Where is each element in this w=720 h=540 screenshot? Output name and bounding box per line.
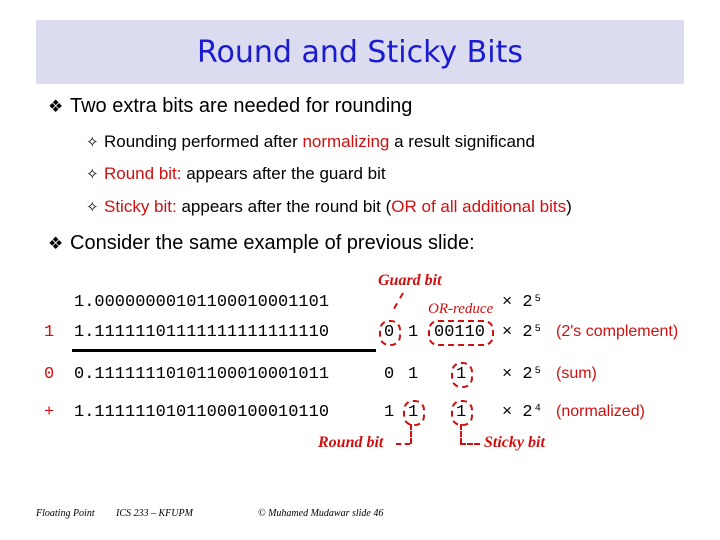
- guard-bit-label: Guard bit: [378, 272, 442, 289]
- footer-topic: Floating Point: [36, 508, 95, 519]
- star-bullet-icon: ✧: [86, 166, 99, 183]
- diamond-bullet-icon: ❖: [48, 234, 64, 253]
- guard-arrow-line: [393, 293, 404, 310]
- sticky-label-connector-h: [460, 443, 480, 445]
- row2-significand: 1.11111101111111111111110: [74, 323, 330, 342]
- row3-significand: 0.11111110101100010001011: [74, 365, 330, 384]
- row3-sticky-bit: 1: [456, 365, 467, 384]
- subbullet-round-bit: [86, 164, 386, 184]
- row4-round-bit: 1: [384, 403, 395, 422]
- row1-significand: 1.00000000101100010001101: [74, 293, 330, 312]
- bullet-example: [48, 232, 475, 255]
- row4-significand: 1.11111101011000100010110: [74, 403, 330, 422]
- row1-exponent: × 2⁵: [502, 293, 543, 312]
- row2-round-bit: 1: [408, 323, 419, 342]
- row3-exponent: × 2⁵: [502, 365, 543, 384]
- subbullet-highlight: normalizing: [302, 132, 390, 151]
- row2-sign: 1: [44, 323, 55, 342]
- star-bullet-icon: ✧: [86, 134, 99, 151]
- bullet-rounding-bits: [48, 95, 412, 118]
- bullet-text: Two extra bits are needed for rounding: [70, 95, 413, 117]
- sticky-bit-circle: [451, 400, 473, 426]
- round-label-connector-h: [396, 443, 410, 445]
- subbullet-highlight: Round bit:: [104, 164, 182, 183]
- row4-exponent: × 2⁴: [502, 403, 543, 422]
- subbullet-text: Rounding performed after: [104, 132, 303, 151]
- row3-round-bit: 1: [408, 365, 419, 384]
- row2-sticky-bits: 00110: [434, 323, 486, 342]
- row2-note: (2's complement): [556, 323, 679, 340]
- round-bit-circle: [403, 400, 425, 426]
- row2-guard-bit: 0: [384, 323, 395, 342]
- title-bar: [36, 20, 684, 84]
- diamond-bullet-icon: ❖: [48, 97, 64, 116]
- bullet-text: Consider the same example of previous slide:: [70, 232, 475, 254]
- footer-credit: © Muhamed Mudawar slide 46: [258, 508, 384, 519]
- slide-title: Round and Sticky Bits: [197, 34, 523, 70]
- row2-exponent: × 2⁵: [502, 323, 543, 342]
- row4-sign: +: [44, 403, 55, 422]
- row3-sticky-circle: [451, 362, 473, 388]
- round-bit-label: Round bit: [318, 434, 384, 451]
- footer-course: ICS 233 – KFUPM: [116, 508, 193, 519]
- subbullet-text: appears after the guard bit: [181, 164, 386, 183]
- subbullet-highlight: OR of all additional bits: [391, 197, 567, 216]
- round-label-connector-v: [410, 424, 412, 444]
- subbullet-text: a result significand: [389, 132, 535, 151]
- guard-circle: [379, 320, 401, 346]
- row4-round-bit-2: 1: [408, 403, 419, 422]
- subbullet-highlight: Sticky bit:: [104, 197, 177, 216]
- row3-sign: 0: [44, 365, 55, 384]
- row3-note: (sum): [556, 365, 597, 382]
- subbullet-text: ): [566, 197, 572, 216]
- or-reduce-circle: [428, 320, 494, 346]
- star-bullet-icon: ✧: [86, 199, 99, 216]
- sticky-bit-label: Sticky bit: [484, 434, 545, 451]
- or-reduce-label: OR-reduce: [428, 301, 494, 317]
- subbullet-text: appears after the round bit (: [176, 197, 392, 216]
- sum-line: [72, 349, 376, 352]
- row4-note: (normalized): [556, 403, 645, 420]
- row3-guard-bit: 0: [384, 365, 395, 384]
- row4-sticky-bit: 1: [456, 403, 467, 422]
- sticky-label-connector-v: [460, 424, 462, 444]
- subbullet-normalizing: [86, 132, 535, 152]
- subbullet-sticky-bit: [86, 197, 572, 217]
